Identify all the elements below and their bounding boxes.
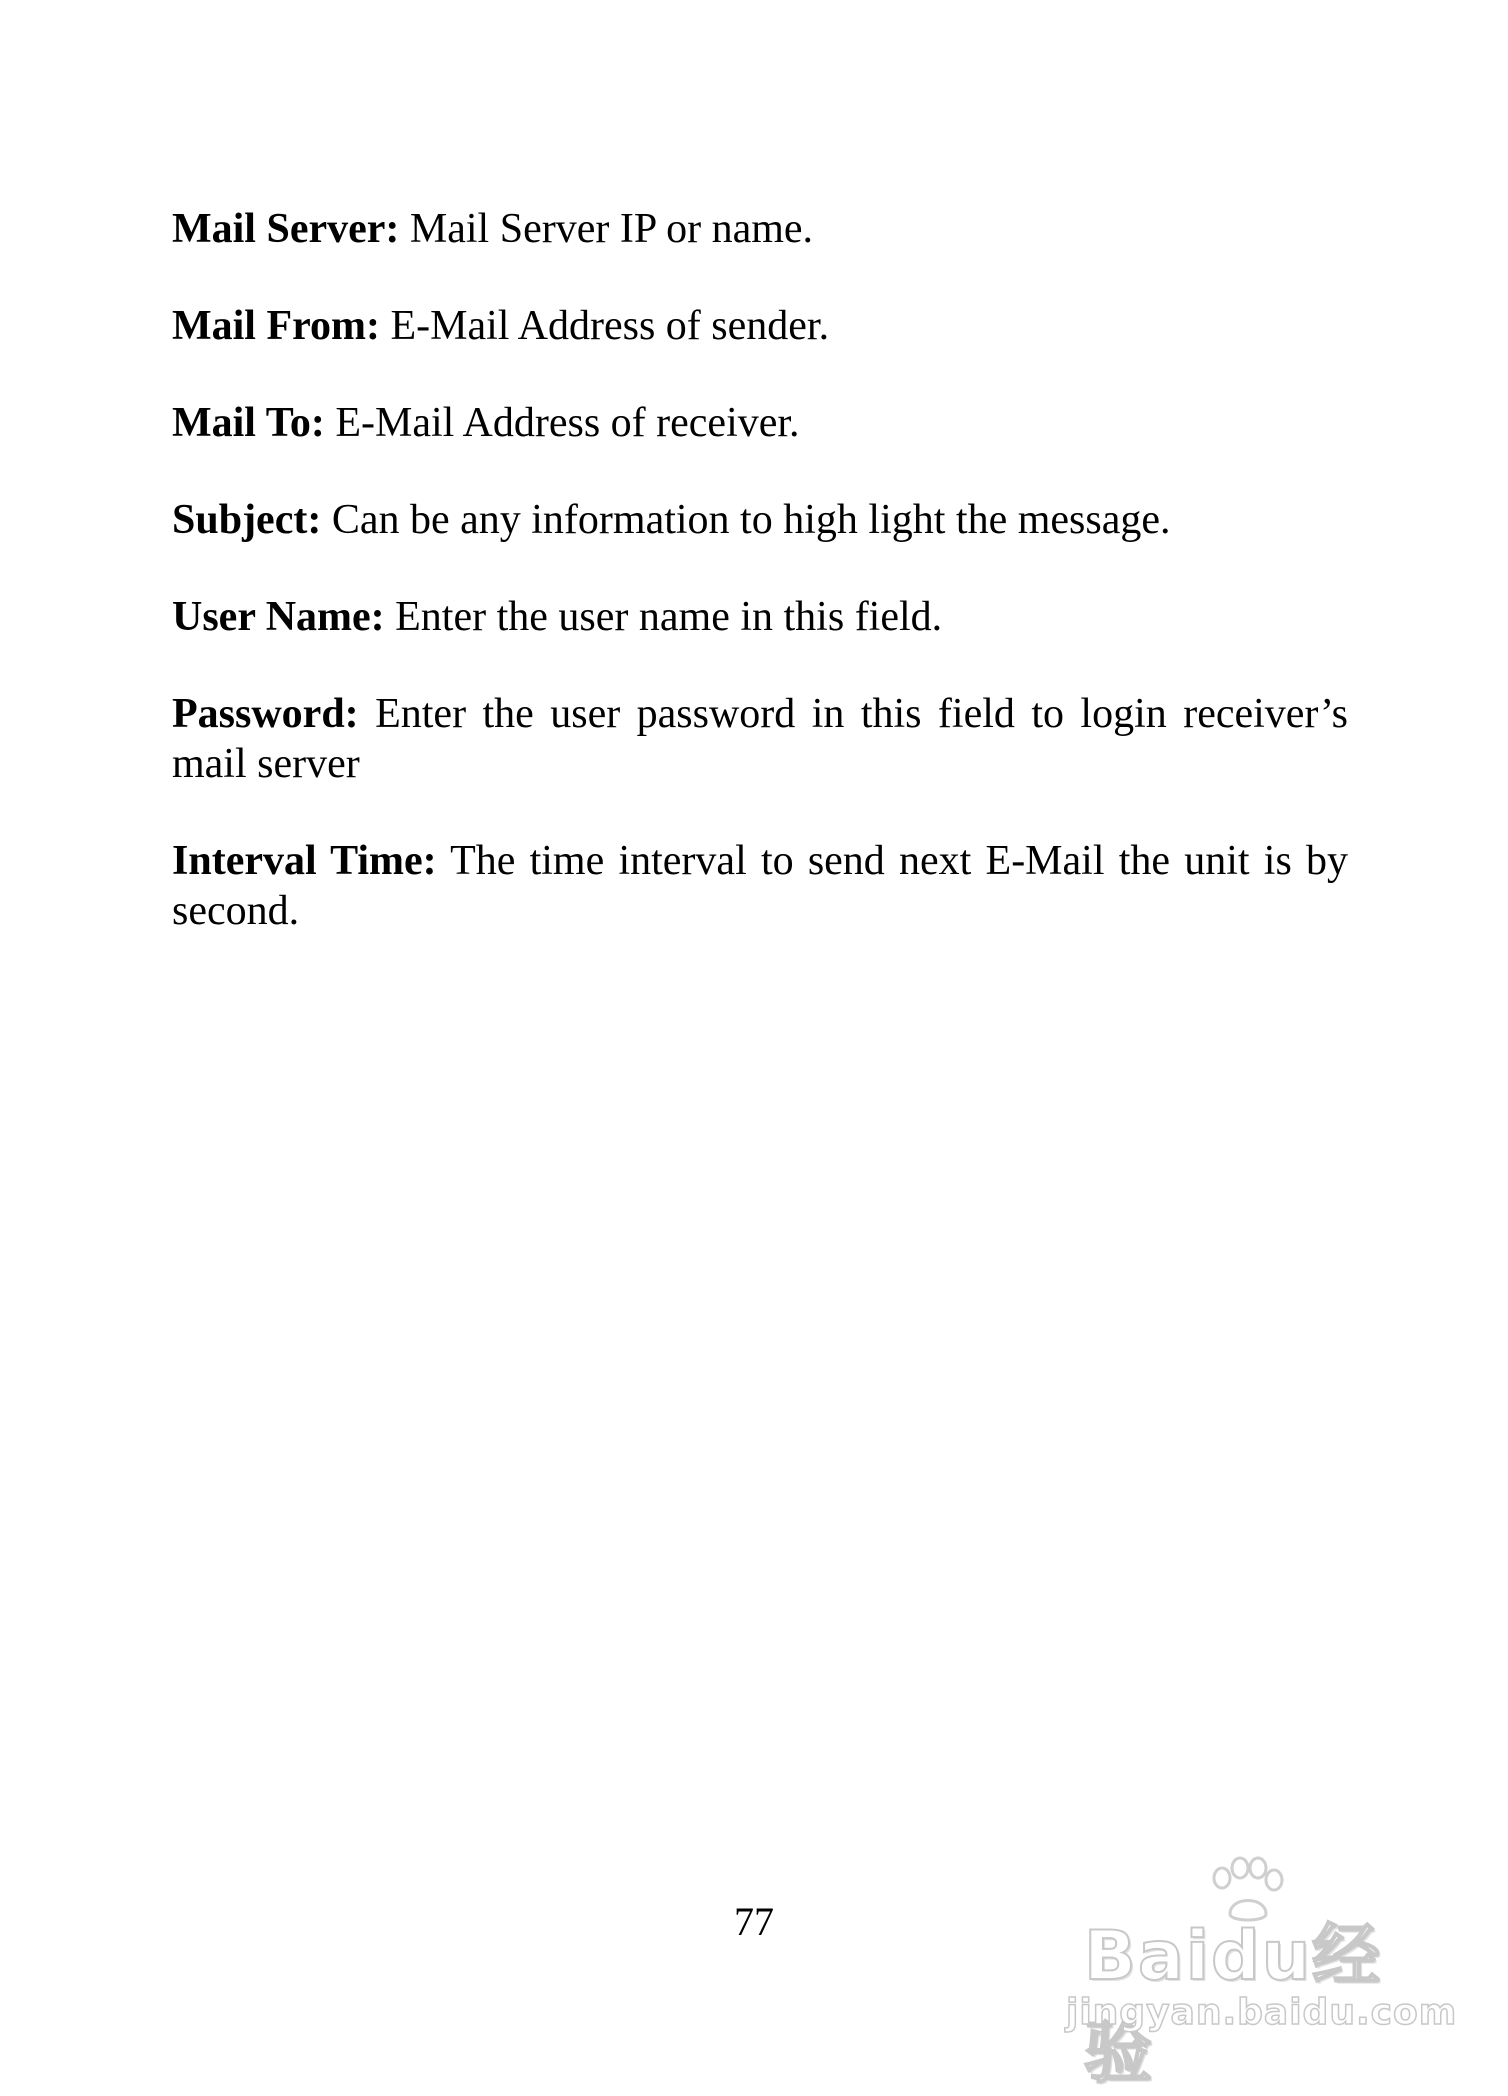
term-mail-server: Mail Server: bbox=[172, 206, 400, 252]
description-mail-to: E-Mail Address of receiver. bbox=[324, 400, 800, 446]
description-mail-from: E-Mail Address of sender. bbox=[380, 303, 830, 349]
entry-mail-from bbox=[172, 301, 1348, 351]
term-password: Password: bbox=[172, 691, 359, 737]
entry-mail-to bbox=[172, 398, 1348, 448]
watermark-logo-text: Baidu经验 bbox=[1084, 1917, 1383, 2093]
term-mail-from: Mail From: bbox=[172, 303, 380, 349]
entry-mail-server bbox=[172, 204, 1348, 254]
term-mail-to: Mail To: bbox=[172, 400, 325, 446]
term-interval-time: Interval Time: bbox=[172, 838, 437, 884]
entry-subject bbox=[172, 495, 1348, 545]
entry-interval-time bbox=[172, 836, 1348, 936]
description-mail-server: Mail Server IP or name. bbox=[399, 206, 814, 252]
page-number: 77 bbox=[734, 1899, 774, 1944]
field-descriptions bbox=[172, 204, 1348, 983]
watermark-url: jingyan.baidu.com bbox=[1066, 1992, 1458, 2033]
entry-password bbox=[172, 689, 1348, 789]
entry-user-name bbox=[172, 592, 1348, 642]
description-user-name: Enter the user name in this field. bbox=[384, 594, 943, 640]
description-interval-time: The time interval to send next E-Mail the unit is by second. bbox=[172, 838, 1349, 934]
description-password: Enter the user password in this field to login receiver’s mail server bbox=[172, 691, 1348, 787]
baidu-watermark bbox=[1052, 1856, 1458, 2093]
description-subject: Can be any information to high light the message. bbox=[321, 497, 1171, 543]
term-subject: Subject: bbox=[172, 497, 322, 543]
term-user-name: User Name: bbox=[172, 594, 385, 640]
